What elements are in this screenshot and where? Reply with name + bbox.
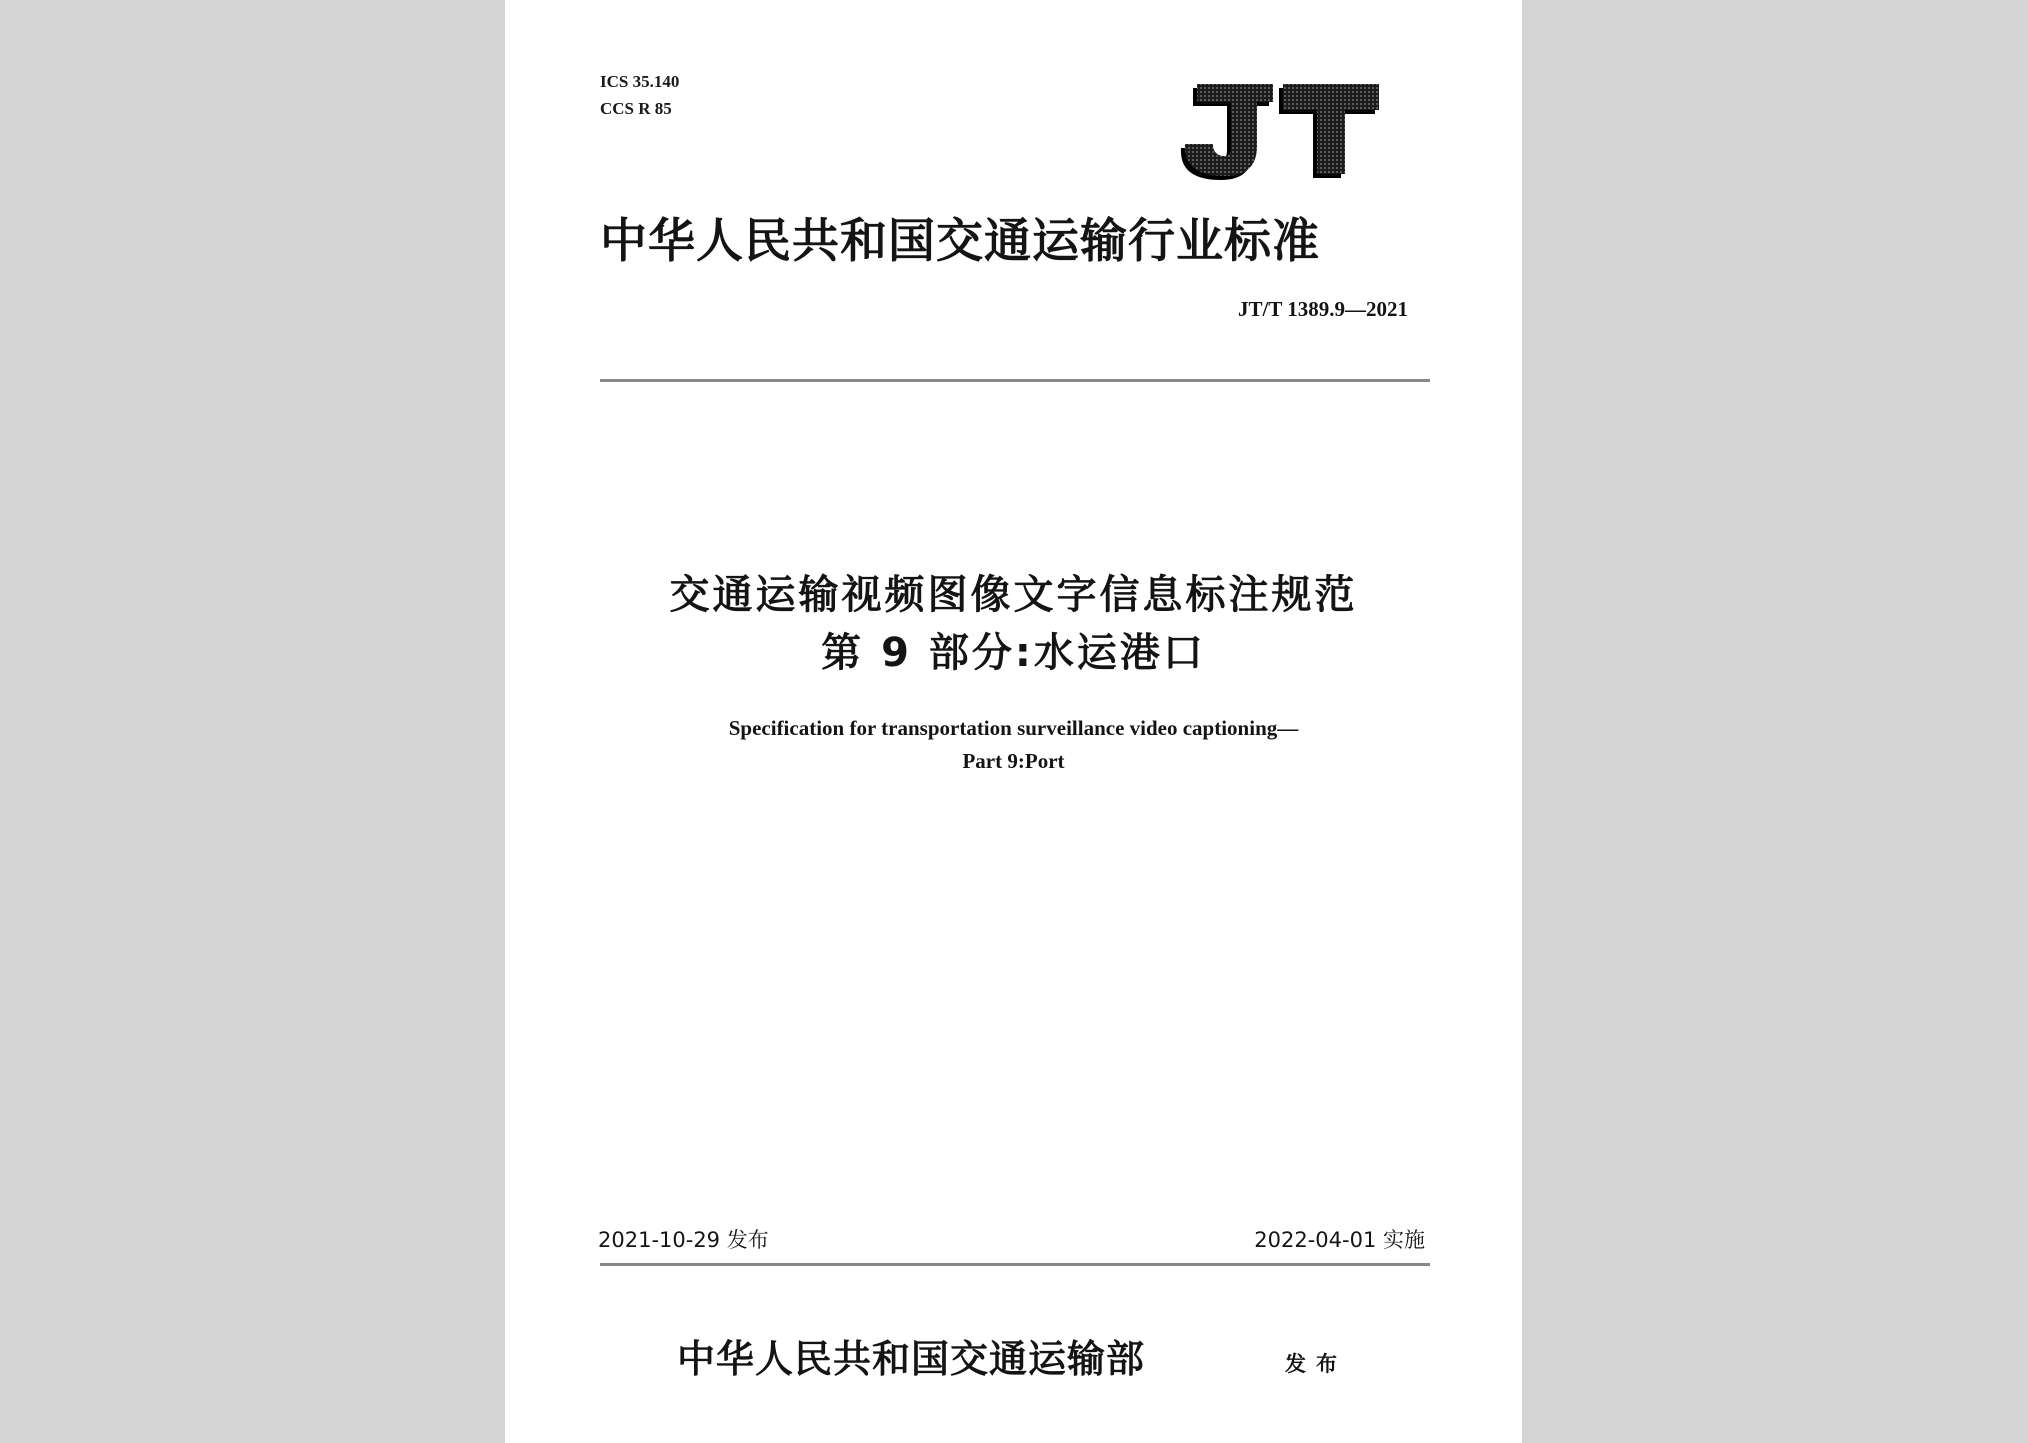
issue-label: 发布 bbox=[1285, 1352, 1347, 1376]
classification-codes bbox=[600, 68, 679, 122]
issuing-authority: 中华人民共和国交通运输部 bbox=[677, 1337, 1146, 1381]
bottom-divider bbox=[600, 1263, 1430, 1266]
jt-logo bbox=[1175, 78, 1385, 180]
chinese-title-line2: 第 9 部分:水运港口 bbox=[821, 630, 1206, 676]
english-title-line2: Part 9:Port bbox=[962, 749, 1065, 773]
implementation-date: 2022-04-01 实施 bbox=[1254, 1228, 1425, 1252]
english-title-line1: Specification for transportation surveillance video captioning— bbox=[728, 716, 1299, 740]
standard-category: 中华人民共和国交通运输行业标准 bbox=[600, 214, 1320, 269]
chinese-title-line1: 交通运输视频图像文字信息标注规范 bbox=[669, 572, 1358, 618]
document-page bbox=[505, 0, 1522, 1443]
standard-number: JT/T 1389.9—2021 bbox=[1238, 297, 1408, 321]
issue-date: 2021-10-29 发布 bbox=[598, 1228, 769, 1252]
ics-code: ICS 35.140 bbox=[600, 72, 680, 91]
top-divider bbox=[600, 379, 1430, 382]
ccs-code: CCS R 85 bbox=[600, 99, 672, 118]
